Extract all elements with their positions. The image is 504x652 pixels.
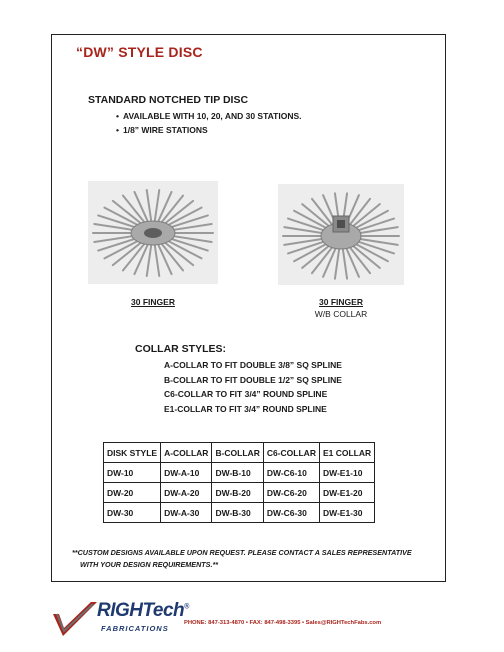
table-cell: DW-B-20 — [212, 483, 263, 503]
collar-styles-list — [164, 358, 342, 416]
table-cell: DW-E1-10 — [319, 463, 374, 483]
disc-collar-image — [278, 184, 404, 285]
table-cell: DW-A-30 — [161, 503, 212, 523]
collar-styles-heading: COLLAR STYLES: — [135, 343, 226, 355]
column-header: C6-COLLAR — [263, 443, 319, 463]
table-cell: DW-C6-30 — [263, 503, 319, 523]
disc-photo-30-finger — [88, 181, 218, 284]
table-header-row — [104, 443, 375, 463]
table-cell: DW-E1-30 — [319, 503, 374, 523]
feature-item: • 1/8” WIRE STATIONS — [116, 123, 302, 137]
intro-heading: STANDARD NOTCHED TIP DISC — [88, 94, 249, 106]
table-row — [104, 503, 375, 523]
logo-mark-icon — [51, 598, 99, 640]
table-cell: DW-A-10 — [161, 463, 212, 483]
table-cell: DW-E1-20 — [319, 483, 374, 503]
brand-name: RIGHTech® — [97, 600, 189, 621]
table-cell: DW-B-30 — [212, 503, 263, 523]
collar-style-item: A-COLLAR TO FIT DOUBLE 3/8” SQ SPLINE — [164, 360, 342, 370]
table-cell: DW-A-20 — [161, 483, 212, 503]
brand-subtitle: FABRICATIONS — [101, 624, 169, 633]
table-cell: DW-10 — [104, 463, 161, 483]
disc-photo-30-finger-collar — [278, 184, 404, 285]
column-header: A-COLLAR — [161, 443, 212, 463]
photo-caption: 30 FINGER W/B COLLAR — [278, 297, 404, 319]
column-header: DISK STYLE — [104, 443, 161, 463]
contact-info: PHONE: 847-313-4870 • FAX: 847-498-3395 • Sales@RIGHTechFabs.com — [184, 620, 382, 626]
page-title: “DW” STYLE DISC — [76, 44, 203, 60]
collar-style-item: C6-COLLAR TO FIT 3/4” ROUND SPLINE — [164, 389, 328, 399]
note-line: **CUSTOM DESIGNS AVAILABLE UPON REQUEST. PLEASE CONTACT A SALES REPRESENTATIVE — [72, 548, 412, 557]
note-line: WITH YOUR DESIGN REQUIREMENTS.** — [80, 560, 219, 569]
table-cell: DW-20 — [104, 483, 161, 503]
righttech-logo — [51, 598, 189, 640]
photo-subcaption: W/B COLLAR — [314, 309, 368, 319]
feature-item: • AVAILABLE WITH 10, 20, AND 30 STATIONS. — [116, 109, 302, 123]
photo-caption: 30 FINGER — [131, 297, 175, 307]
table-cell: DW-C6-20 — [263, 483, 319, 503]
table-cell: DW-C6-10 — [263, 463, 319, 483]
collar-style-item: E1-COLLAR TO FIT 3/4” ROUND SPLINE — [164, 403, 327, 414]
part-number-table — [103, 442, 375, 523]
table-row — [104, 463, 375, 483]
disc-image — [88, 181, 218, 284]
table-cell: DW-30 — [104, 503, 161, 523]
column-header: B-COLLAR — [212, 443, 263, 463]
custom-design-note — [72, 547, 442, 571]
column-header: E1 COLLAR — [319, 443, 374, 463]
table-row — [104, 483, 375, 503]
table-cell: DW-B-10 — [212, 463, 263, 483]
collar-style-item: B-COLLAR TO FIT DOUBLE 1/2” SQ SPLINE — [164, 374, 342, 385]
feature-list — [116, 109, 302, 137]
